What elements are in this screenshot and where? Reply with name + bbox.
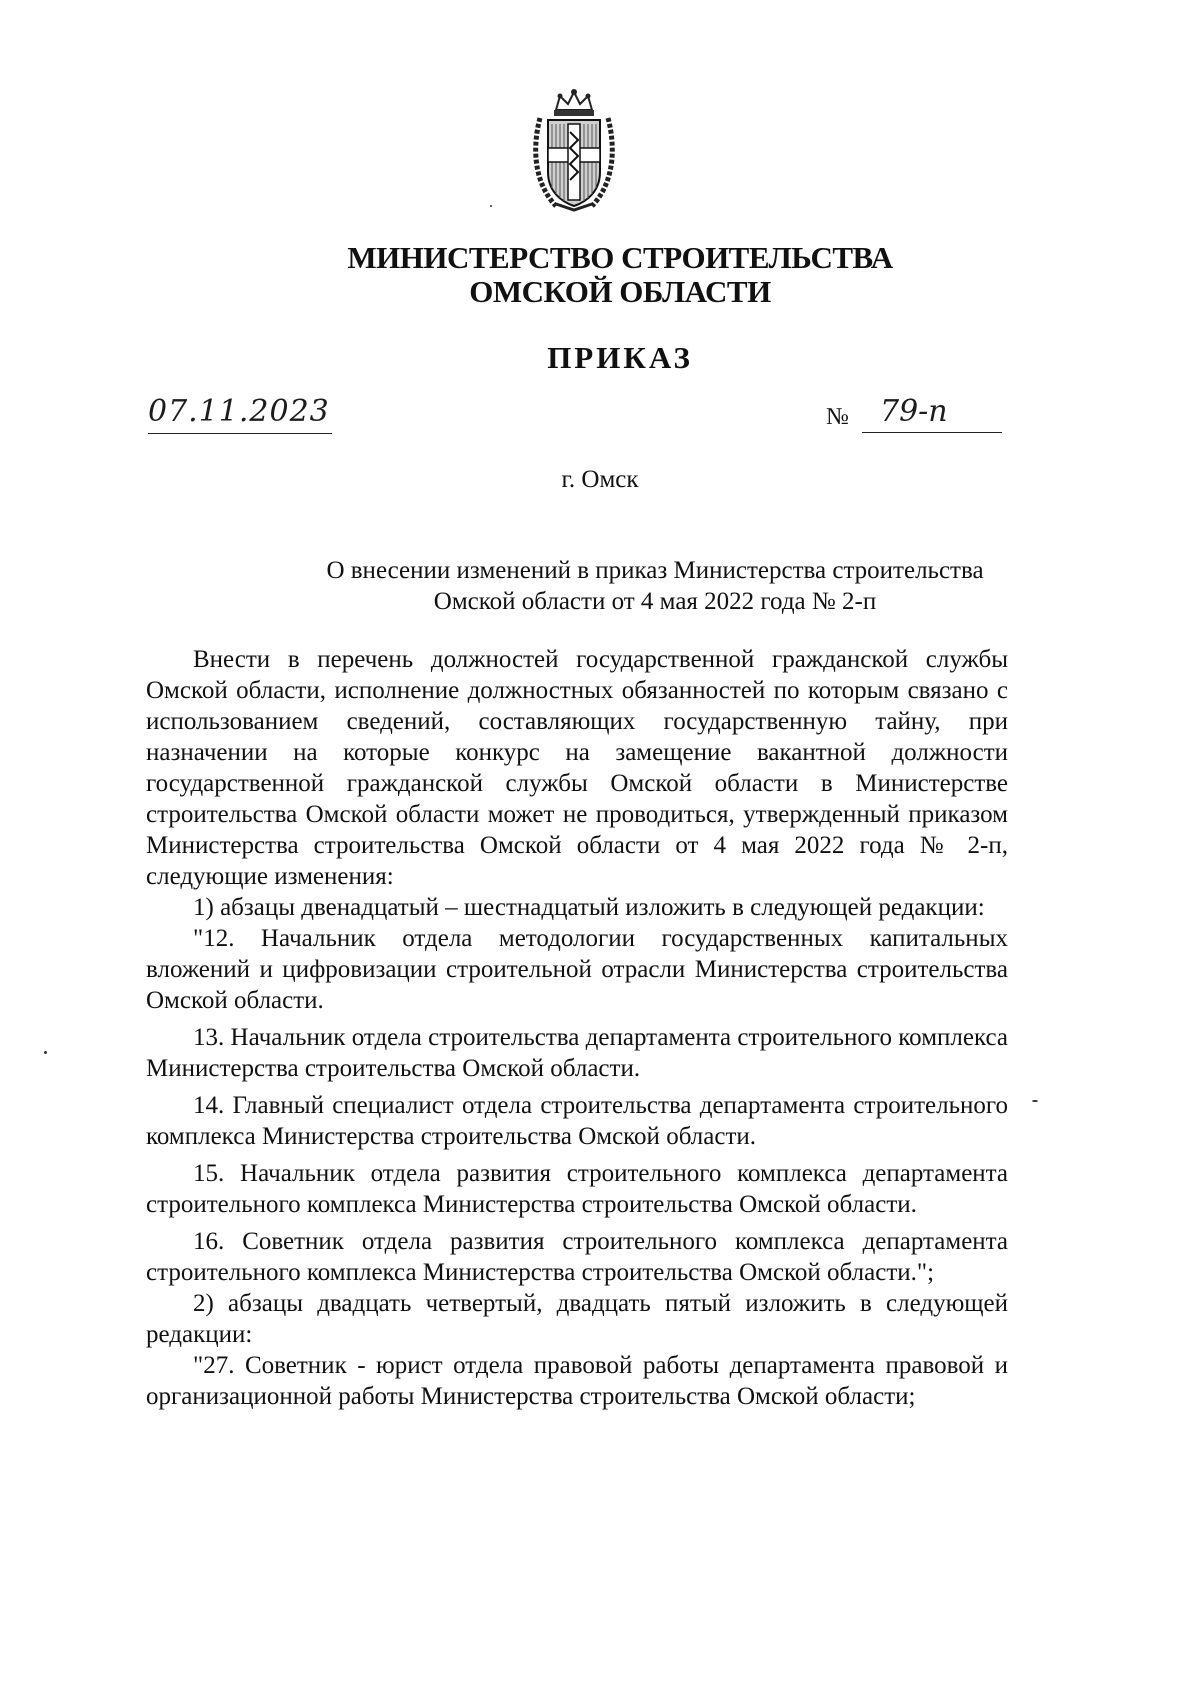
document-body <box>146 644 1008 1412</box>
body-item-2: 2) абзацы двадцать четвертый, двадцать пятый изложить в следующей редакции: <box>146 1290 1008 1348</box>
document-type-title: ПРИКАЗ <box>547 340 693 375</box>
subject-line2: Омской области от 4 мая 2022 года № 2-п <box>433 588 877 615</box>
subject-line1: О внесении изменений в приказ Министерства строительства <box>326 557 984 584</box>
body-paragraph-16: 16. Советник отдела развития строительного комплекса департамента строительного комплекса Министерства строительства Омской области."; <box>146 1228 1008 1286</box>
document-date: 07.11.2023 <box>148 393 332 434</box>
body-paragraph-27: "27. Советник - юрист отдела правовой работы департамента правовой и организационной работы Министерства строительства Омской области; <box>146 1352 1008 1410</box>
number-label: № <box>826 404 849 430</box>
coat-of-arms-icon <box>526 88 622 212</box>
body-paragraph-12: "12. Начальник отдела методологии государственных капитальных вложений и цифровизации строительной отрасли Министерства строительства Омской области. <box>146 925 1008 1014</box>
document-subject <box>150 555 1160 617</box>
scan-speck <box>1032 1100 1038 1102</box>
ministry-name-line2: ОМСКОЙ ОБЛАСТИ <box>469 274 771 309</box>
scan-speck <box>44 1051 47 1054</box>
body-intro: Внести в перечень должностей государственной гражданской службы Омской области, исполнение должностных обязанностей по которым связано с использованием сведений, составляющих государственную тайну, при назначении на которые конкурс на замещение вакантной должности государственной гражданской службы Омской области в Министерстве строительства Омской области может не проводиться, утвержденный приказом Министерства строительства Омской области от 4 мая 2022 года № 2-п, следующие изменения: <box>146 646 1008 890</box>
document-number: 79-п <box>862 393 1002 433</box>
city-line: г. Омск <box>561 466 639 493</box>
body-paragraph-14: 14. Главный специалист отдела строительства департамента строительного комплекса Министерства строительства Омской области. <box>146 1092 1008 1150</box>
ministry-name-line1: МИНИСТЕРСТВО СТРОИТЕЛЬСТВА <box>347 240 893 275</box>
body-item-1: 1) абзацы двенадцатый – шестнадцатый изложить в следующей редакции: <box>193 894 985 921</box>
body-paragraph-15: 15. Начальник отдела развития строительного комплекса департамента строительного комплекса Министерства строительства Омской области. <box>146 1160 1008 1218</box>
body-paragraph-13: 13. Начальник отдела строительства департамента строительного комплекса Министерства строительства Омской области. <box>146 1024 1008 1082</box>
scan-speck <box>490 205 492 207</box>
